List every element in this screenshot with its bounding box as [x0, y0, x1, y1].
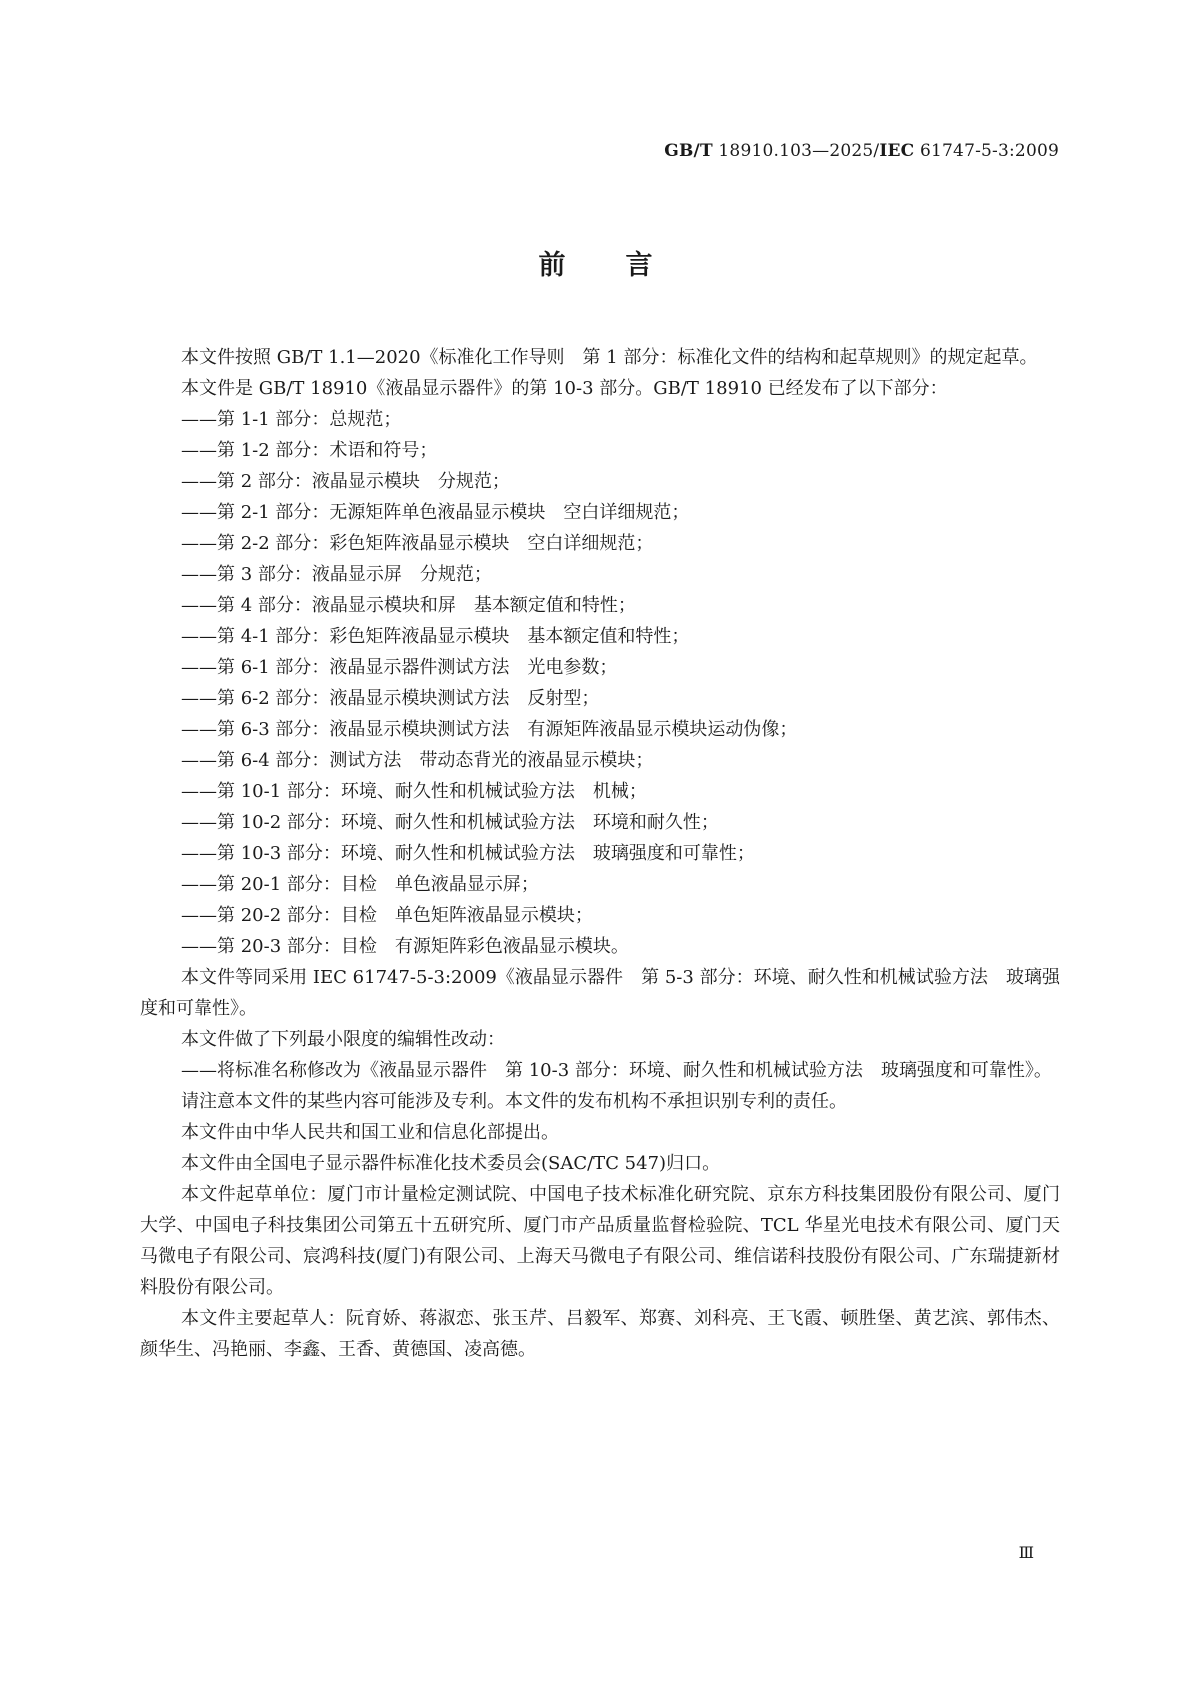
header-iec-number: 61747-5-3:2009 [920, 141, 1059, 161]
standard-number-header [664, 141, 1059, 161]
list-item: ——第 20-1 部分：目检 单色液晶显示屏； [181, 874, 539, 895]
list-item: ——第 6-4 部分：测试方法 带动态背光的液晶显示模块； [181, 750, 654, 771]
list-item-editorial-change: ——将标准名称修改为《液晶显示器件 第 10-3 部分：环境、耐久性和机械试验方法 玻璃强度和可靠性》。 [181, 1060, 1052, 1081]
paragraph-patent-notice: 请注意本文件的某些内容可能涉及专利。本文件的发布机构不承担识别专利的责任。 [181, 1091, 847, 1112]
header-gb-number: 18910.103—2025/ [718, 141, 880, 161]
page-title: 前言 [538, 250, 713, 281]
list-item: ——第 10-3 部分：环境、耐久性和机械试验方法 玻璃强度和可靠性； [181, 843, 755, 864]
header-gb-label: GB/T [664, 141, 713, 161]
list-item: ——第 6-3 部分：液晶显示模块测试方法 有源矩阵液晶显示模块运动伪像； [181, 719, 798, 740]
list-item: ——第 2-1 部分：无源矩阵单色液晶显示模块 空白详细规范； [181, 502, 690, 523]
list-item: ——第 6-1 部分：液晶显示器件测试方法 光电参数； [181, 657, 618, 678]
parts-list [140, 404, 1060, 962]
list-item: ——第 20-2 部分：目检 单色矩阵液晶显示模块； [181, 905, 593, 926]
paragraph-equivalence: 本文件等同采用 IEC 61747-5-3:2009《液晶显示器件 第 5-3 部分：环境、耐久性和机械试验方法 玻璃强度和可靠性》。 [140, 967, 1060, 1019]
paragraph-drafting-units: 本文件起草单位：厦门市计量检定测试院、中国电子技术标准化研究院、京东方科技集团股份有限公司、厦门大学、中国电子科技集团公司第五十五研究所、厦门市产品质量监督检验院、TCL 华星光电技术有限公司、厦门天马微电子有限公司、宸鸿科技(厦门)有限公司、上海天马微电子有限公司、维信诺科技股份有限公司、广东瑞捷新材料股份有限公司。 [140, 1184, 1060, 1298]
paragraph-drafters: 本文件主要起草人：阮育娇、蒋淑恋、张玉芹、吕毅军、郑赛、刘科亮、王飞霞、顿胜堡、黄艺滨、郭伟杰、颜华生、冯艳丽、李鑫、王香、黄德国、凌高德。 [140, 1308, 1060, 1360]
paragraph-proposer: 本文件由中华人民共和国工业和信息化部提出。 [181, 1122, 559, 1143]
header-iec-label: IEC [879, 141, 915, 161]
list-item: ——第 2 部分：液晶显示模块 分规范； [181, 471, 510, 492]
paragraph-editorial-changes: 本文件做了下列最小限度的编辑性改动： [181, 1029, 505, 1050]
list-item: ——第 2-2 部分：彩色矩阵液晶显示模块 空白详细规范； [181, 533, 654, 554]
list-item: ——第 10-1 部分：环境、耐久性和机械试验方法 机械； [181, 781, 647, 802]
list-item: ——第 20-3 部分：目检 有源矩阵彩色液晶显示模块。 [181, 936, 629, 957]
paragraph-series-intro: 本文件是 GB/T 18910《液晶显示器件》的第 10-3 部分。GB/T 18910 已经发布了以下部分： [181, 378, 948, 399]
document-body [140, 342, 1060, 1365]
paragraph-committee: 本文件由全国电子显示器件标准化技术委员会(SAC/TC 547)归口。 [181, 1153, 721, 1174]
paragraph-drafting-rules: 本文件按照 GB/T 1.1—2020《标准化工作导则 第 1 部分：标准化文件的结构和起草规则》的规定起草。 [181, 347, 1038, 368]
list-item: ——第 3 部分：液晶显示屏 分规范； [181, 564, 492, 585]
list-item: ——第 4 部分：液晶显示模块和屏 基本额定值和特性； [181, 595, 636, 616]
list-item: ——第 1-2 部分：术语和符号； [181, 440, 438, 461]
page-number: Ⅲ [1018, 1543, 1034, 1562]
list-item: ——第 6-2 部分：液晶显示模块测试方法 反射型； [181, 688, 600, 709]
list-item: ——第 4-1 部分：彩色矩阵液晶显示模块 基本额定值和特性； [181, 626, 690, 647]
list-item: ——第 10-2 部分：环境、耐久性和机械试验方法 环境和耐久性； [181, 812, 719, 833]
list-item: ——第 1-1 部分：总规范； [181, 409, 402, 430]
